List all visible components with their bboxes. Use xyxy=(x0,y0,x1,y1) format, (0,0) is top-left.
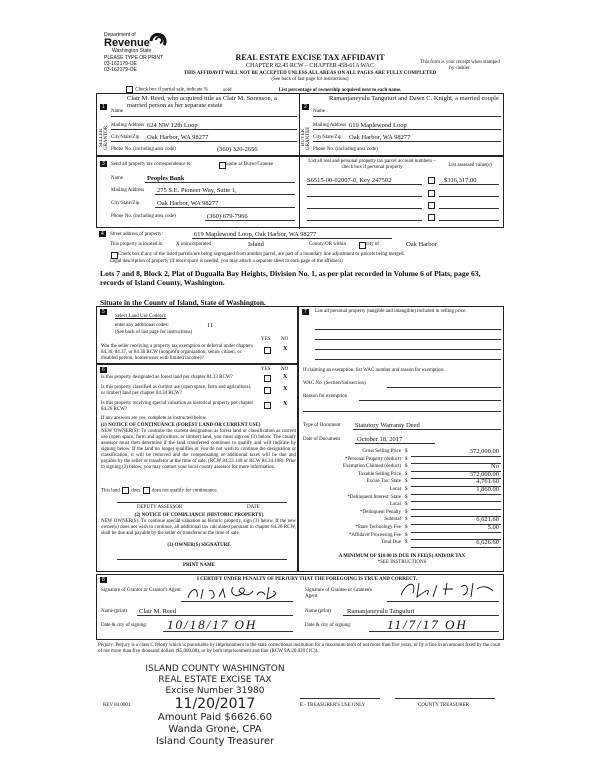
grantor-date: 10/18/17 OH xyxy=(167,617,258,632)
calc-label: Local xyxy=(389,502,401,508)
see-instructions: *SEE INSTRUCTIONS xyxy=(377,560,427,565)
correspondence-block xyxy=(96,156,504,228)
dept-line: Department of xyxy=(104,32,136,38)
s5-no: NO xyxy=(281,337,289,342)
personal-label: List all personal property (tangible and intangible) included in selling price. xyxy=(315,309,467,314)
calc-dollar: $ xyxy=(405,540,408,546)
city-of-checkbox[interactable] xyxy=(359,242,366,249)
calc-value: 372,000.00 xyxy=(469,470,499,478)
calc-label: *Personal Property (deduct) xyxy=(344,456,401,462)
s6-q1: Is this property designated as forest land per chapter 84.33 RCW? xyxy=(101,375,233,380)
calc-dollar: $ xyxy=(405,456,408,462)
stamp-line6: Wanda Grone, CPA xyxy=(168,724,262,735)
buyer-mailing: 619 Maplewood Loop xyxy=(349,122,407,129)
stamp-line7: Island County Treasurer xyxy=(155,736,275,747)
buyer-city-label: City/State/Zip xyxy=(313,135,342,140)
calc-row xyxy=(299,449,505,456)
calc-row xyxy=(299,495,505,502)
doc-date-label: Date of Document xyxy=(303,437,340,442)
calc-dollar: $ xyxy=(405,464,408,470)
located-in: This property is located in xyxy=(110,242,163,247)
s5-num: 5 xyxy=(102,309,105,315)
grantee-signature-icon xyxy=(397,579,497,601)
stamp-line1: ISLAND COUNTY WASHINGTON xyxy=(145,664,285,674)
wac-label: WAC No. (Section/Subsection) xyxy=(303,381,366,386)
county-value: Island xyxy=(248,241,264,248)
reason-label: Reason for exemption xyxy=(303,394,348,399)
please-type: PLEASE TYPE OR PRINT xyxy=(104,55,164,61)
revenue-logo xyxy=(104,32,170,54)
this-land-row xyxy=(101,487,297,495)
calc-row xyxy=(299,479,505,486)
seller-name: Clair M. Reed, who acquired title as Clair M. Sorenson, a married person as her separate estate xyxy=(127,95,277,109)
s6-num: 6 xyxy=(102,367,105,373)
calc-row xyxy=(299,487,505,494)
buyer-name: Ramanjaneyulu Tanguturi and Dawn C. Knight, a married couple xyxy=(329,95,499,102)
calc-row xyxy=(299,540,505,547)
grantor-date-label: Date & city of signing: xyxy=(101,623,148,628)
calc-row xyxy=(299,533,505,540)
q3-no-x[interactable]: X xyxy=(283,401,288,407)
legal-label: Legal description of property (if more space is needed, you may attach a separate sheet to each page of the affidavit) xyxy=(110,259,343,264)
calc-row xyxy=(299,502,505,509)
buyer-name-label: Name xyxy=(313,109,325,114)
calc-row xyxy=(299,510,505,517)
s5-yes-checkbox[interactable] xyxy=(264,347,271,354)
grantor-name: Clair M. Reed xyxy=(139,608,177,615)
grantor-name-label: Name (print) xyxy=(101,609,127,614)
s5-no-x[interactable]: X xyxy=(283,346,288,352)
s6-q2: Is this property classified as current use (open space, farm and agricultural, or timber) land per chapter 84.34 RCW? xyxy=(101,385,252,396)
calc-value: 372,000.00 xyxy=(469,448,499,455)
calc-label: *State Technology Fee xyxy=(355,525,401,530)
calc-row xyxy=(299,457,505,464)
partial-sold: sold xyxy=(223,87,232,93)
parcel-checkbox-2[interactable] xyxy=(428,190,435,197)
seller-city: Oak Harbor, WA 98277 xyxy=(147,134,209,141)
segregate-note: Check box if any of the listed parcels are being segregated from another parcel, are part of a boundary line adjustment or parcels being merged. xyxy=(118,252,405,257)
land-use-label: Select Land Use Code(s): xyxy=(115,314,167,319)
corr-name: Peoples Bank xyxy=(147,175,185,182)
form-warning: THIS AFFIDAVIT WILL NOT BE ACCEPTED UNLESS ALL AREAS ON ALL PAGES ARE FULLY COMPLETED xyxy=(183,71,437,76)
notice1-title: (1) NOTICE OF CONTINUANCE (FOREST LAND OR CURRENT USE) xyxy=(101,423,261,428)
section7-block xyxy=(298,306,504,572)
unincorporated: X unincorporated xyxy=(176,242,212,247)
calc-label: Excise Tax: State xyxy=(366,479,401,485)
street-label: Street address of property: xyxy=(110,232,163,237)
notice2-title: (2) NOTICE OF COMPLIANCE (HISTORIC PROPERTY) xyxy=(134,513,264,518)
print-name: PRINT NAME xyxy=(183,563,215,568)
calc-row xyxy=(299,472,505,479)
deputy-date: DATE xyxy=(247,505,260,510)
buyer-section-num: 2 xyxy=(304,104,307,110)
s6-if-yes: If any answers are yes, complete as instructed below. xyxy=(101,416,208,421)
corr-phone-label: Phone No. (including area code) xyxy=(111,214,176,219)
additional-label: enter any additional codes: xyxy=(115,323,169,328)
form-see-back: (See back of last page for instructions) xyxy=(271,77,349,82)
seller-mailing-label: Mailing Address xyxy=(111,123,145,128)
calc-label: *Delinquent Interest: State xyxy=(347,494,401,500)
does-label: does xyxy=(131,488,141,494)
doc-type-label: Type of Document xyxy=(303,423,341,428)
buyer-section xyxy=(299,94,504,157)
s8-num: 8 xyxy=(102,577,105,583)
seller-phone-label: Phone No. (including area code) xyxy=(111,147,176,152)
revenue-swoosh-icon xyxy=(148,32,168,50)
s6-no: NO xyxy=(281,367,289,372)
s5-yes: YES xyxy=(261,337,271,342)
calc-value: 6,621.60 xyxy=(476,516,499,524)
corr-mailing: 275 S.E. Pioneer Way, Suite 1, xyxy=(157,187,237,194)
seller-mailing: 624 NW 12th Loop xyxy=(147,122,198,129)
calc-value: No xyxy=(491,463,499,471)
this-land: This land xyxy=(101,488,120,494)
doc-date: October 18, 2017 xyxy=(357,436,403,443)
exempt-question: Was the seller receiving a property tax exemption or deferral under chapters 84.36, 84.37, or 84.38 RCW (nonprofit organization, senior citizen, or disabled person, homeowner with limited income)? xyxy=(101,344,253,361)
treasurer-stamp xyxy=(140,664,290,748)
q2-no-x[interactable]: X xyxy=(283,386,288,392)
calc-label: *Delinquent Penalty xyxy=(360,509,401,515)
city-value: Oak Harbor xyxy=(406,241,437,248)
section5-block xyxy=(96,306,298,364)
stamp-line2: REAL ESTATE EXCISE TAX xyxy=(158,675,272,685)
parcel-checkbox-3[interactable] xyxy=(428,202,435,209)
calc-label: *Affidavit Processing Fee xyxy=(348,532,401,538)
legal-description: Lots 7 and 8, Block 2, Plat of Dugualla Bay Heights, Division No. 1, as per plat recorded in Volume 6 of Plats, page 63, records of Island County, Washington. xyxy=(100,269,481,287)
section8-block xyxy=(96,574,504,640)
certify: I CERTIFY UNDER PENALTY OF PERJURY THAT THE FOREGOING IS TRUE AND CORRECT. xyxy=(196,577,417,582)
minimum-note: A MINIMUM OF $10.00 IS DUE IN FEE(S) AND/OR TAX xyxy=(338,554,466,559)
grantee-name-label: Name (print) xyxy=(305,609,331,614)
county-treasurer: COUNTY TREASURER xyxy=(418,703,469,708)
assessed-label: List assessed value(s) xyxy=(448,163,492,168)
perjury-note: Perjury: Perjury is a class C felony which is punishable by imprisonment in the state correctional institution for a maximum term of not more than five years, or by a fine in an amount fixed by the court of not more than five thousand dollars ($5,000.00), or by both imprisonment and fine (RCW 9A.20.020 (1C)). xyxy=(98,643,501,654)
parcel-number: S6515-00-02007-0, Key 247502 xyxy=(307,177,392,184)
list-pct: List percentage of ownership acquired next to each name. xyxy=(278,87,402,93)
calc-label: Taxable Selling Price xyxy=(358,471,401,477)
stamp-line4: 11/20/2017 xyxy=(174,696,256,712)
stamp-line3: Excise Number 31980 xyxy=(165,686,265,696)
street-section xyxy=(96,228,504,264)
city-of-label: city of xyxy=(366,242,379,247)
calc-dollar: $ xyxy=(405,494,408,500)
calc-dollar: $ xyxy=(405,479,408,485)
dept-state: Washington State xyxy=(112,48,152,54)
corr-label: Send all property tax correspondence to: xyxy=(111,162,192,167)
corr-mailing-label: Mailing Address xyxy=(111,188,145,193)
grantee-name: Ramanjaneyulu Tanguturi xyxy=(347,608,415,615)
buyer-city: Oak Harbor, WA 98277 xyxy=(349,134,411,141)
calc-value: 4,761.60 xyxy=(476,478,499,486)
stamp-line5: Amount Paid $6626.60 xyxy=(157,712,273,723)
same-as-checkbox[interactable] xyxy=(219,162,226,169)
calc-label: Subtotal xyxy=(384,517,401,523)
segregate-checkbox[interactable] xyxy=(111,252,118,259)
calc-label: Exemption Claimed (deduct) xyxy=(342,464,401,470)
receipt-note: This form is your receipt when stamped by cashier. xyxy=(420,60,500,71)
s6-q3: Is this property receiving special valuation as historical property per chapter 84.26 RCW? xyxy=(101,401,254,412)
buyer-side-label: BUYER GRANTEE xyxy=(301,126,311,150)
calc-dollar: $ xyxy=(405,525,408,530)
buyer-phone-label: Phone No. (including area code) xyxy=(313,147,378,152)
form-code-1: 03-162179-OE xyxy=(104,61,137,67)
exemption-label: If claiming an exemption, list WAC number and reason for exemption: xyxy=(303,368,445,373)
corr-city: Oak Harbor, WA 98277 xyxy=(157,200,219,207)
does-not-checkbox[interactable] xyxy=(143,487,150,494)
q1-no-x[interactable]: X xyxy=(283,374,288,380)
corr-phone: (360) 679-7966 xyxy=(207,213,248,220)
calc-dollar: $ xyxy=(405,449,408,454)
notice2-text: NEW OWNER(S): To continue special valuation as historic property, sign (3) below. If the new owner(s) does not wish to continue, all additional tax calculated pursuant to chapter 84.26 RCW, shall be due and payable by the seller or transferor at the time of sale. xyxy=(101,519,296,536)
calc-dollar: $ xyxy=(405,532,408,538)
grantor-signature-icon xyxy=(183,583,283,603)
dept-name: Revenue xyxy=(104,37,150,49)
does-not-label: does not qualify for continuance. xyxy=(151,488,218,494)
parcel-personal-checkbox[interactable] xyxy=(428,177,435,184)
calc-value: 1,860.00 xyxy=(476,486,499,493)
notice1-text: NEW OWNER(S): To continue the current designation as forest land or classification as current use (open space, farm and agriculture, or timber) land, you must sign on (3) below. The county assessor must then determine if the land transferred continues to qualify and will indicate by signing below. If the land no longer qualifies or you do not wish to continue the designation or classification, it will be removed and the compensating or additional taxes will be due and payable by the seller or transferor at the time of sale. (RCW 84.33.140 or RCW 84.34.108). Prior to signing (3) below, you may contact your local county assessor for more information. xyxy=(101,429,296,470)
owner-signature: (3) OWNER(S) SIGNATURE xyxy=(167,543,231,548)
calc-label: Gross Selling Price xyxy=(362,449,401,454)
calc-row xyxy=(299,517,505,524)
seller-buyer-block xyxy=(96,93,504,156)
does-checkbox[interactable] xyxy=(122,487,129,494)
form-chapter: CHAPTER 82.45 RCW – CHAPTER 458-61A WAC xyxy=(246,63,374,69)
situate-line: Situate in the County of Island, State of Washington. xyxy=(100,298,266,307)
grantee-date: 11/7/17 OH xyxy=(387,617,468,632)
corr-name-label: Name xyxy=(111,176,123,181)
seller-city-label: City/State/Zip xyxy=(111,135,140,140)
sig-grantor-label: Signature of Grantor or Grantor's Agent xyxy=(101,588,181,593)
q2-yes-checkbox[interactable] xyxy=(264,387,271,394)
county-or: County OR within xyxy=(309,242,346,247)
buyer-mailing-label: Mailing Address xyxy=(313,123,347,128)
calc-row xyxy=(299,525,505,532)
sig-grantee-label: Signature of Grantee or Grantee's Agent xyxy=(305,588,372,599)
calc-table xyxy=(299,449,505,549)
seller-section xyxy=(97,94,300,157)
treasurer-use: E - TREASURER'S USE ONLY xyxy=(300,703,366,708)
seller-side-label: SELLER GRANTOR xyxy=(99,125,109,151)
calc-label: Total Due xyxy=(381,540,401,546)
corr-city-label: City/State/Zip xyxy=(111,201,140,206)
calc-dollar: $ xyxy=(405,517,408,523)
form-title: REAL ESTATE EXCISE TAX AFFIDAVIT xyxy=(235,53,385,62)
s7-num: 7 xyxy=(304,309,307,315)
assessed-value: $316,317.00 xyxy=(444,177,477,184)
seller-phone: (360) 320-2656 xyxy=(217,146,258,153)
land-use-code: 11 xyxy=(207,322,214,329)
parcel-checkbox-4[interactable] xyxy=(428,214,435,221)
calc-dollar: $ xyxy=(405,502,408,508)
street-value: 619 Maplewood Loop, Oak Harbor, WA 98277 xyxy=(194,231,317,238)
partial-label: Check box if partial sale, indicate % xyxy=(135,87,208,93)
seller-section-num: 1 xyxy=(102,104,105,110)
seller-name-label: Name xyxy=(111,109,123,114)
s5-see-back: (See back of last page for instructions) xyxy=(115,330,193,335)
calc-value: 5.00 xyxy=(487,524,499,531)
parcels-label: List all real and personal property tax parcel account numbers – check box if personal property xyxy=(308,159,436,170)
calc-label: Local xyxy=(389,487,401,492)
rev-code: REV 84 0001 xyxy=(103,703,131,708)
doc-type: Statutory Warranty Deed xyxy=(355,422,420,429)
deputy-assessor: DEPUTY ASSESSOR xyxy=(137,505,183,510)
s6-yes: YES xyxy=(261,367,271,372)
same-as-label: Same as Buyer/Grantee xyxy=(226,162,274,167)
calc-dollar: $ xyxy=(405,471,408,477)
section6-block xyxy=(96,364,298,572)
grantee-date-label: Date & city of signing: xyxy=(305,623,352,628)
calc-value: 6,626.60 xyxy=(476,539,499,547)
partial-checkbox[interactable] xyxy=(126,86,133,93)
calc-dollar: $ xyxy=(405,487,408,492)
corr-section-num: 3 xyxy=(102,161,105,167)
street-section-num: 4 xyxy=(101,231,104,237)
calc-dollar: $ xyxy=(405,509,408,515)
form-code-2: 03-162179-OE xyxy=(104,67,137,73)
q1-yes-checkbox[interactable] xyxy=(264,375,271,382)
q3-yes-checkbox[interactable] xyxy=(264,402,271,409)
